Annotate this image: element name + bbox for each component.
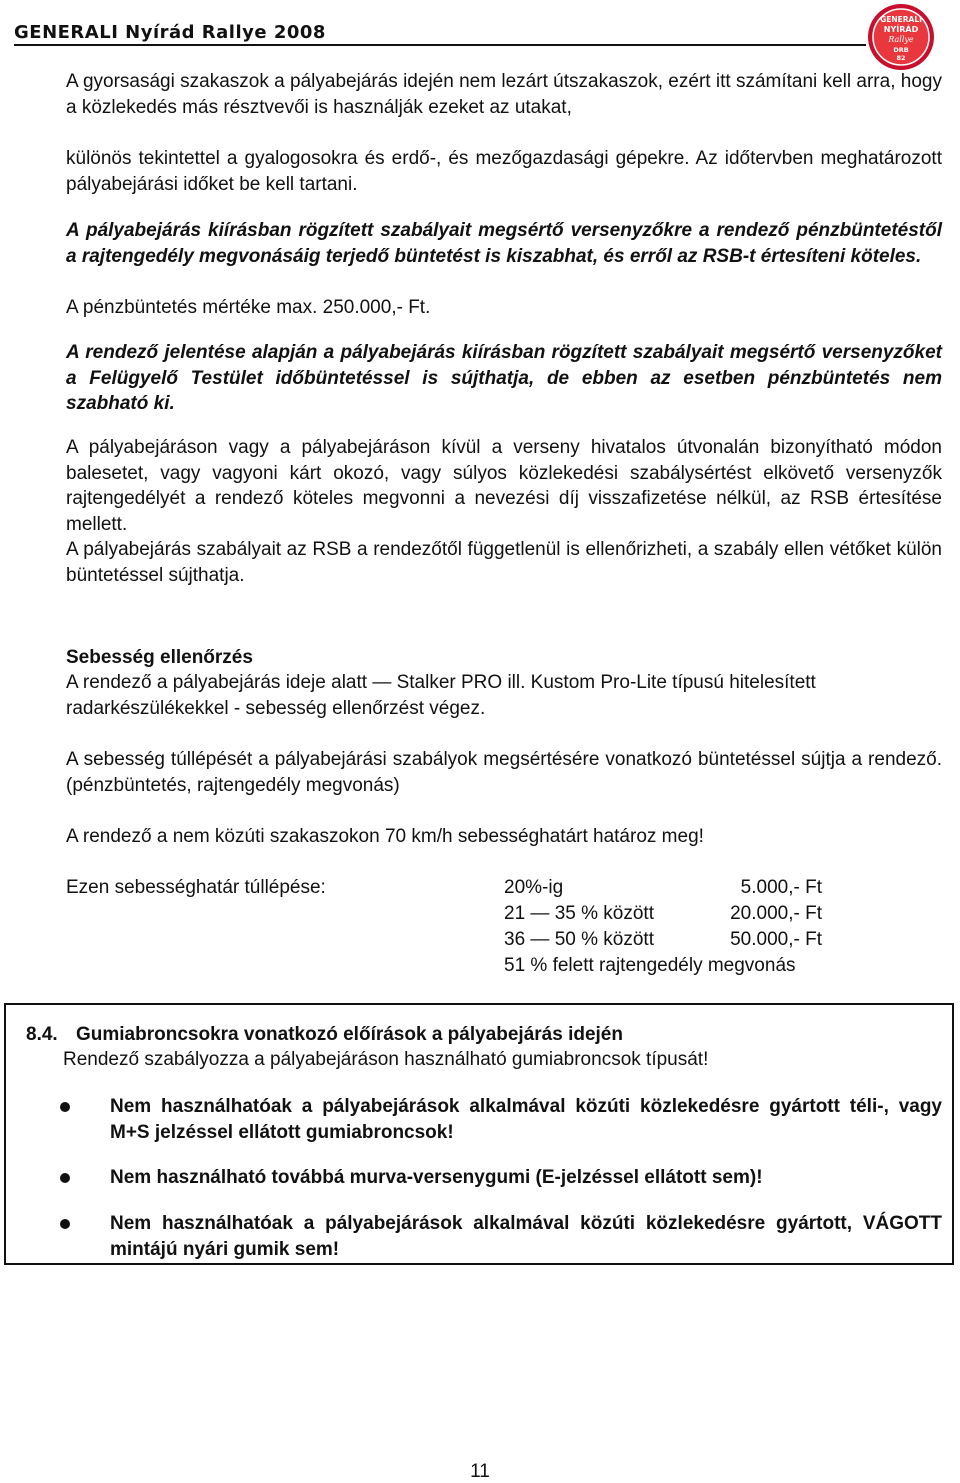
fine-table-range: 20%-ig [504,877,564,898]
logo-text-4: DRB [893,46,909,54]
fine-table-amount: 5.000,- Ft [740,877,822,898]
bullet-icon [60,1102,70,1112]
paragraph-max-fine: A pénzbüntetés mértéke max. 250.000,- Ft. [66,297,431,318]
document-header-title: GENERALI Nyírád Rallye 2008 [14,22,326,43]
paragraph-rsb-control: A pályabejárás szabályait az RSB a rendezőtől függetlenül is ellenőrizheti, a szabály ellen vétőket külön büntetéssel sújthatja. [66,539,942,586]
speed-limit-text: A rendező a nem közúti szakaszokon 70 km/h sebességhatárt határoz meg! [66,826,704,847]
fine-table-last-row: 51 % felett rajtengedély megvonás [504,955,796,976]
speed-control-text: A rendező a pályabejárás ideje alatt — Stalker PRO ill. Kustom Pro-Lite típusú hitelesített radarkészülékekkel - sebesség ellenőrzést végez. [66,672,816,719]
paragraph-pedestrians: különös tekintettel a gyalogosokra és erdő-, és mezőgazdasági gépekre. Az időtervben meghatározott pályabejárási időket be kell tartani. [66,148,942,195]
logo-text-5: 82 [896,54,906,62]
bullet-icon [60,1173,70,1183]
fine-table-amount: 20.000,- Ft [730,903,822,924]
fine-table-range: 21 — 35 % között [504,903,654,924]
section-number: 8.4. [26,1024,58,1045]
bullet-item: Nem használható továbbá murva-versenygumi (E-jelzéssel ellátott sem)! [110,1167,763,1188]
paragraph-accident-rule: A pályabejáráson vagy a pályabejáráson kívül a verseny hivatalos útvonalán bizonyítható módon balesetet, vagy vagyoni kárt okozó, vagy súlyos közlekedési szabálysértést elkövető versenyzők rajtengedélyét a rendező köteles megvonni a nevezési díj visszafizetése nélkül, az RSB értesítése mellett. [66,437,942,535]
section-title: Gumiabroncsokra vonatkozó előírások a pályabejárás idején [76,1024,623,1045]
header-rule [14,44,866,46]
bullet-item: Nem használhatóak a pályabejárások alkalmával közúti közlekedésre gyártott, VÁGOTT mintájú nyári gumik sem! [110,1213,942,1260]
bullet-item: Nem használhatóak a pályabejárások alkalmával közúti közlekedésre gyártott téli-, vagy M+S jelzéssel ellátott gumiabroncsok! [110,1096,942,1143]
logo-text-3: Rallye [888,35,914,44]
paragraph-intro: A gyorsasági szakaszok a pályabejárás idején nem lezárt útszakaszok, ezért itt számítani kell arra, hogy a közlekedés más résztvevői is használják ezeket az utakat, [66,71,942,118]
fine-table-range: 36 — 50 % között [504,929,654,950]
bullet-icon [60,1219,70,1229]
speed-penalty-text: A sebesség túllépését a pályabejárási szabályok megsértésére vonatkozó büntetéssel sújtja a rendező. (pénzbüntetés, rajtengedély megvonás) [66,749,942,796]
rally-logo-icon [866,2,936,72]
fine-table-amount: 50.000,- Ft [730,929,822,950]
fine-table-label: Ezen sebességhatár túllépése: [66,877,326,898]
section-intro: Rendező szabályozza a pályabejáráson használható gumiabroncsok típusát! [63,1049,709,1070]
page-number: 11 [470,1461,490,1482]
speed-control-heading: Sebesség ellenőrzés [66,647,253,668]
paragraph-steward-penalty: A rendező jelentése alapján a pályabejárás kiírásban rögzített szabályait megsértő versenyzőket a Felügyelő Testület időbüntetéssel is sújthatja, de ebben az esetben pénzbüntetés nem szabható ki. [66,342,942,414]
logo-text-2: NYÍRÁD [883,25,919,34]
logo-text-1: GENERALI [880,15,922,24]
paragraph-penalty-rule: A pályabejárás kiírásban rögzített szabályait megsértő versenyzőkre a rendező pénzbüntetéstől a rajtengedély megvonásáig terjedő büntetést is kiszabhat, és erről az RSB-t értesíteni köteles. [66,220,942,267]
